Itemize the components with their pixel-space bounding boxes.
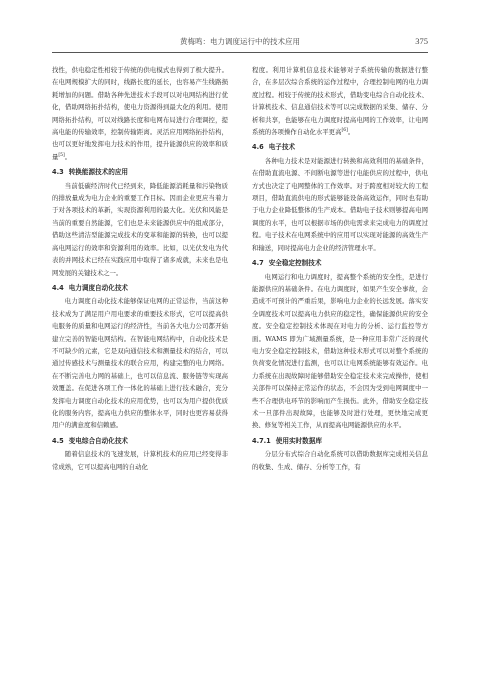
- section-number: 4.7: [252, 259, 264, 268]
- section-heading-4-4: [52, 282, 228, 294]
- citation-ref: [5]: [58, 152, 65, 158]
- paragraph: [252, 64, 428, 138]
- paragraph-end: 。: [347, 128, 355, 137]
- section-number: 4.7.1: [252, 436, 271, 445]
- section-title: 转换能源技术的应用: [68, 168, 129, 177]
- paragraph: 分层分布式综合自动化系统可以借助数据库完成相关信息的收集、生成、储存、分析等工作，有: [252, 450, 428, 471]
- section-heading-4-5: [52, 435, 228, 447]
- section-heading-4-6: [252, 141, 428, 153]
- section-title: 安全稳定控制技术: [268, 259, 322, 268]
- section-number: 4.3: [52, 168, 64, 177]
- paragraph: [52, 64, 228, 163]
- section-heading-4-7: [252, 257, 428, 269]
- section-title: 变电综合自动化技术: [68, 436, 129, 445]
- section-title: 电子技术: [268, 143, 296, 152]
- page-number: 375: [415, 36, 428, 46]
- paragraph: 随着信息技术的飞速发展，计算机技术的应用已经变得非常成熟，它可以提高电网的自动化: [52, 450, 228, 471]
- paragraph: 各种电力技术是对能源进行转换和高效利用的基础条件，在借助直流电源、不间断电源等进行电能供应的过程中，供电方式也决定了电网整体的工作效率。对于跨度相对较大的工程项目，借助直流供电的形式能够能设备高效运作，同时也有助于电力企业降低整体的生产成本。借助电子技术则够提高电网调度的水平，也可以根据市场的供电需求来完成电力的调度过程。电子技术在电网系统中的应用可以实现对能源的高效生产和输送，同时提高电力企业的经济管理水平。: [252, 156, 428, 252]
- section-number: 4.6: [252, 143, 264, 152]
- section-heading-4-7-1: [252, 435, 428, 447]
- paragraph-text: 找性，供电稳定性相较于传统的供电模式也得到了极大提升。在电网规模扩大的同时，线路长度的延长，也容易产生线路损耗增加的问题。借助各种先进技术手段可以对电网结构进行优化，借助网络拓扑结构，使电力资源得到最大化的利用。使用网络拓扑结构，可以对线路长度和电网布局进行合理调控，提高电能的传输效率，控制传输距离。灵活应用网络拓扑结构，也可以更好地发挥电力技术的作用，提升能源供应的效率和质量: [52, 66, 228, 161]
- running-header: [52, 36, 428, 50]
- right-column: [252, 64, 428, 473]
- section-number: 4.5: [52, 436, 64, 445]
- section-heading-4-3: [52, 166, 228, 178]
- header-rule: [52, 52, 428, 53]
- citation-ref: [6]: [341, 127, 348, 133]
- section-title: 使用实时数据库: [275, 436, 322, 445]
- paragraph-text: 程度。利用计算机信息技术能够对子系统传输的数据进行整合，在多层次综合系统的运作过程中，合理控制电网的电力调度过程。相较于传统的技术形式，借助变电综合自动化技术、计算机技术、信息通信技术等可以完成数据的采集、储存、分析和共享，也能够在电力调度时提高电网的工作效率，让电网系统的各项操作自动化水平更高: [252, 66, 428, 137]
- running-title: 黄梅鸣：电力调度运行中的技术应用: [180, 37, 300, 46]
- section-number: 4.4: [52, 283, 64, 292]
- paragraph: 当前低碳经济时代已经到来，降低能源消耗量和污染物质的排放量成为电力企业的重要工作目标。因而企业更应当着力于对各项技术的革新，实现资源利用的最大化。光伏和风能是当前的重要自然能源，它们也是未来能源供应中的组成部分，借助这些清洁型能源完成技术的变革和能源的转换，也可以提高电网运行的效率和资源利用的效率。比如，以光伏发电为代表的并网技术已经在实践应用中取得了诸多成就，未来也是电网发展的关键技术之一。: [52, 181, 228, 277]
- left-column: [52, 64, 228, 473]
- paragraph: 电网运行和电力调度时，提高整个系统的安全性，是进行能源供应的基础条件。在电力调度时，如果产生安全事故，会造成不可预计的严重后果，影响电力企业的长远发展。落实安全调度技术可以提高电力供应的稳定性，确保能源供应的安全度。安全稳定控制技术体现在对电力的分析、运行监控等方面。WAMS 即为广域测量系统，是一种应用非常广泛的现代电力安全稳定控制技术，借助这种技术形式可以对整个系统的负荷变化情况进行监测，也可以让电网系统能够有效运作。电力系统在出现故障时能够借助安全稳定技术来完成操作，使相关部件可以保持正常运作的状态，不会因为受到电网调度中一些不合理供电环节的影响而产生损伤。此外，借助安全稳定技术一旦部件出现故障，也能够及时进行处理，更快地完成更换、修复等相关工作，从而提高电网能源供应的水平。: [252, 272, 428, 430]
- section-title: 电力调度自动化技术: [68, 283, 129, 292]
- paragraph: 电力调度自动化技术能够保证电网的正常运作，当前这种技术成为了满足用户用电要求的重要技术形式，它可以提高供电服务的质量和电网运行的经济性，当前各大电力公司都开始建立完善的智能电网结构。在智能电网结构中，自动化技术是不可缺少的元素，它是双向通信技术和测量技术的结合，可以通过传感技术与测量技术的联合应用，构建完整的电力网络。在不断完善电力网的基础上，也可以信息流、服务链等实现高效覆盖。在促进各项工作一体化的基础上进行技术融合，充分发挥电力调度自动化技术的应用优势，也可以为用户提供优质化的服务内容，提高电力供应的整体水平，同时也更容易获得用户的满意度和信赖感。: [52, 297, 228, 430]
- paragraph-end: 。: [64, 152, 72, 161]
